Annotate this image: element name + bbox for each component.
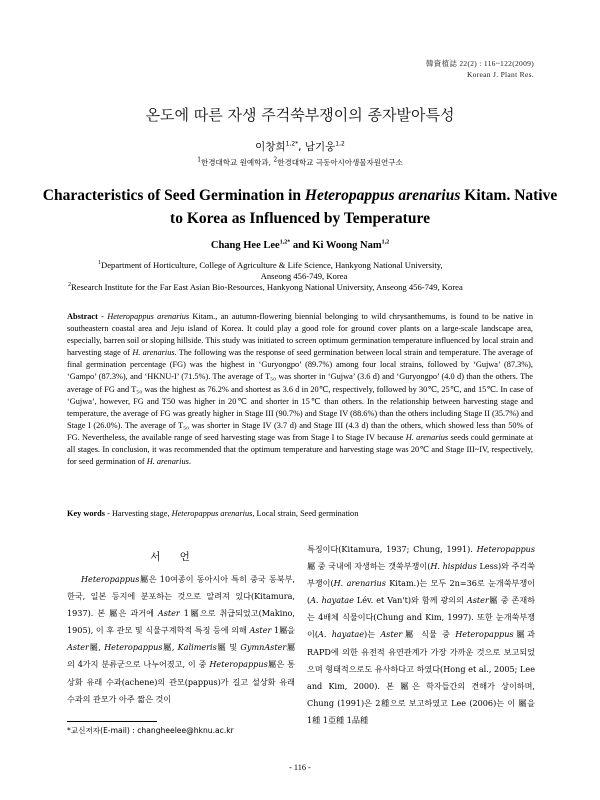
il-kalimeris: Kalimeris [177,642,217,653]
abstract-text-1: Kitam., an autumn-flowering biennial belonging to wild chrysanthemums, is found to be native in southeastern coastal area and Jeju island of Korea. It could play a good role for ground cover plants on a large-scale landscape area, especially, barren soil or sloping hillside. This study was initiated to screen optimum germination temperature influenced by local strain and harvesting stage of [67,312,533,358]
en-author-1-sup: 1,2* [279,239,291,246]
abstract [67,311,533,468]
page-number: - 116 - [289,763,311,772]
en-author-2: Ki Woong Nam [312,240,382,251]
il-t1: 屬은 10여종이 동아시아 특히 중국 동북부, 한국, 일본 등지에 분포하는 것으로 알려져 있다(Kitamura, 1937). 본 屬은 과거에 [67,574,295,619]
en-affil-sup-1: 1 [98,260,101,267]
korean-title: 온도에 따른 자생 주걱쑥부쟁이의 종자발아특성 [145,106,455,124]
kr-author-2-sup: 1,2 [335,140,345,148]
il-t6: 屬 및 [216,642,241,653]
kr-affil-1: 한경대학교 원예학과, [201,158,274,167]
ir-aster-1: Aster [466,595,489,606]
english-title [40,184,560,230]
keywords-text-1: - Harvesting stage, [105,509,172,518]
kr-author-sep: , [298,141,305,153]
intro-left-column [67,571,295,708]
en-affil-line-1 [68,260,540,271]
il-aster-3: Aster [67,642,89,653]
abstract-dash: - [97,312,108,321]
en-title-part-1: Characteristics of Seed Germination in [42,187,305,204]
intro-left-paragraph [67,571,295,708]
kr-author-2: 남기웅 [304,141,336,153]
ir-aren: H. arenarius [333,578,386,589]
il-aster-1: Aster [157,608,180,619]
abstract-species-short-2: H. arenarius [405,432,449,442]
il-gymnaster: GymnAster [240,642,287,653]
en-author-1: Chang Hee Lee [210,240,280,251]
corresponding-author-email: *교신저자(E-mail) : changheelee@hknu.ac.kr [67,726,234,735]
il-t3: 1屬을 [271,625,296,636]
en-author-and: and [290,240,313,251]
english-affiliations [68,260,540,293]
en-affil-sup-2: 2 [68,282,71,289]
en-affil-line-1b: Anseong 456-749, Korea [260,271,348,281]
ir-hetero-1: Heteropappus [476,544,535,554]
abstract-label: Abstract [67,312,98,321]
ir-t4: Kitam.)는 모두 2n=36로 눈개쑥부쟁이( [307,578,535,606]
en-author-2-sup: 1,2 [381,239,390,246]
ir-hetero-2: Heteropappus [455,629,514,640]
ir-hayatae-2: A. hayatae [317,629,365,640]
keywords-label: Key words [67,509,106,518]
en-title-species: Heteropappus arenarius [304,187,461,204]
il-aster-2: Aster [249,625,272,636]
keywords-species: Heteropappus arenarius [171,509,253,518]
keywords-text-2: , Local strain, Seed germination [252,509,359,518]
il-hetero-3: Heteropappus [209,659,268,670]
kr-affil-sup-1: 1 [197,156,202,164]
abstract-text-3: seeds could germinate at all stages. In conclusion, it was recommended that the optimum temperature and harvesting stage was 20℃ and Stage III~IV, respectively, for seed germination of [67,432,533,467]
journal-line-1: 韓資植誌 22(2) : 116~122(2009) [425,59,534,68]
kr-author-1-sup: 1,2* [285,140,299,148]
journal-line-2: Korean J. Plant Res. [466,70,534,79]
en-title-part-2: Kitam. Native to Korea as Influenced by Temperature [170,187,558,227]
ir-t7: )는 [364,629,381,640]
ir-t5: Lév. et Van't)와 함께 광의의 [353,595,467,606]
korean-authors [0,139,600,154]
en-affil-2-text: Research Institute for the Far East Asian Bio-Resources, Hankyong National University, Anseong 456-749, Korea [71,282,463,292]
ir-aster-2: Aster [380,629,403,640]
ir-t6: 屬 중 존재하는 4배체 식물이다(Chung and Kim, 1997). 또한 눈개쑥부쟁이( [307,595,536,640]
korean-affiliations [0,157,600,168]
il-t8: 屬은 통상화 유래 수과(achene)의 관모(pappus)가 길고 설상화 유래 수과의 관모가 아주 짧은 것이 [67,659,295,704]
ir-t9: 屬과 RAPD에 의한 유전적 유연관계가 가장 가까운 것으로 보고되었으며 형태적으로도 유사하다고 하였다(Hong et al., 2005; Lee and Kim, 2000). 본 屬은 학자들간의 견해가 상이하며, Chung (1991)은 2種으로 보고하였고 Lee (2006)는 이 屬을 1種 1亞種 1品種 [307,629,535,725]
abstract-text-4: . [188,457,191,467]
intro-right-column [307,541,535,729]
ir-t8: 屬 식물 중 [402,629,456,640]
abstract-species-short-3: H. arenarius [146,457,189,467]
abstract-species-short: H. arenarius [132,348,175,358]
intro-right-paragraph [307,541,535,729]
il-t7: 屬의 4가지 분류군으로 나누어졌고, 이 중 [67,642,295,670]
ir-t3: Less)와 주걱쑥부쟁이( [307,561,535,589]
kr-affil-2: 한경대학교 극동아시아생물자원연구소 [277,158,403,167]
ir-t1: 특징이다(Kitamura, 1937; Chung, 1991). [307,544,477,554]
kr-author-1: 이창희 [255,141,286,153]
ir-hayatae-1: A. hayatae [310,595,354,606]
kr-affil-sup-2: 2 [273,156,278,164]
ir-hisp: H. hispidus [430,561,477,572]
en-affil-line-2 [68,282,540,293]
il-t2: 1屬으로 취급되었고(Makino, 1905), 이 후 관모 및 식물구계학적 특징 등에 의해 [67,608,295,636]
abstract-species: Heteropappus arenarius [107,312,190,321]
il-t4: 屬, [88,642,105,653]
keywords [67,509,533,518]
abstract-text-2: . The following was the response of seed germination between local strain and temperature. The average of final germination percentage (FG) was the highest in ‘Guryongpo’ (89.7%) among four local strains, followed by ‘Gujwa’ (87.3%), ‘Gampo’ (87.3%), and ‘HKNU-I’ (71.5%). The average of T₅₀ was shorter in ‘Gujwa’ (3.6 d) and ‘Guryongpo’ (4.0 d) than the others. The average of FG and T₅₀ was the highest as 76.2% and shortest as 3.6 d in 20℃, respectively, followed by 30℃, 25℃, and 15℃. In case of ‘Gujwa’, however, FG and T50 was higher in 20℃ and shorter in 15℃ than others. In the relationship between harvesting stage and temperature, the average of FG was greatly higher in Stage III (90.7%) and Stage IV (88.6%) than the others including Stage II (35.7%) and Stage I (26.0%). The average of T₅₀ was shorter in Stage IV (3.7 d) and Stage III (4.3 d) than the others, which showed less than 50% of FG. Nevertheless, the available range of seed harvesting stage was from Stage I to Stage IV because [67,348,533,442]
footnote-divider [67,721,157,722]
journal-citation [426,58,534,80]
ir-t2: 屬 중 국내에 자생하는 갯쑥부쟁이( [307,561,431,572]
english-authors [0,240,600,251]
il-hetero-2: Heteropappus [104,642,163,653]
il-hetero-1: Heteropappus [81,574,140,584]
en-affil-1-text: Department of Horticulture, College of Agriculture & Life Science, Hankyong National University, [101,260,443,270]
il-t5: 屬, [162,642,178,653]
section-heading-introduction: 서 언 [150,551,198,563]
